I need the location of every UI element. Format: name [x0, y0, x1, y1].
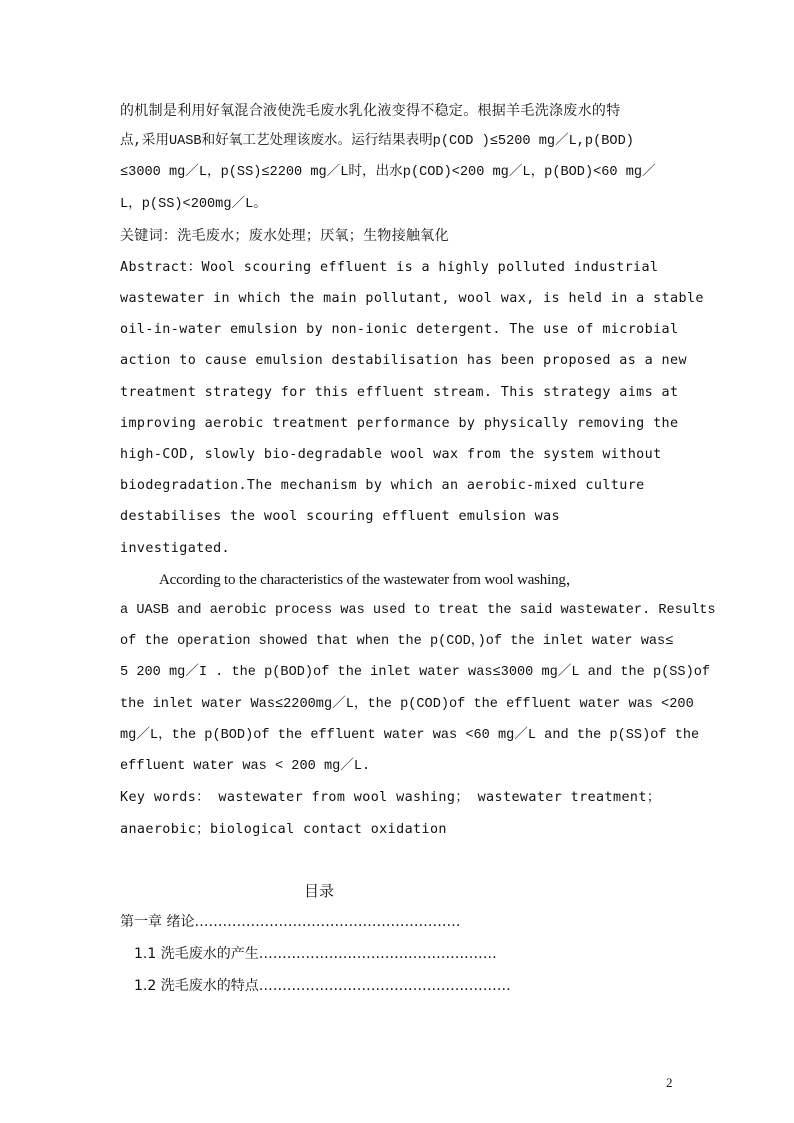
en-abstract-line: oil-in-water emulsion by non-ionic detergent. The use of microbial [120, 322, 679, 337]
toc-title: 目录 [304, 882, 335, 900]
en-para2-line: mg／L，the p(BOD)of the effluent water was <60 mg／L and the p(SS)of the [120, 728, 700, 743]
en-para2-line: 5 200 mg／I . the p(BOD)of the inlet water was≤3000 mg／L and the p(SS)of [120, 665, 711, 680]
en-abstract-line: action to cause emulsion destabilisation has been proposed as a new [120, 353, 687, 368]
en-abstract-line: investigated. [120, 541, 231, 556]
en-keywords-line: anaerobic；biological contact oxidation [120, 822, 447, 837]
en-para2-line: effluent water was < 200 mg／L. [120, 759, 371, 774]
en-abstract-line: wastewater in which the main pollutant, wool wax, is held in a stable [120, 291, 704, 306]
toc-item-chapter-1[interactable]: 第一章 绪论………………………………………………… [120, 914, 461, 930]
en-para2-first-line: According to the characteristics of the wastewater from wool washing， [159, 572, 581, 588]
en-abstract-line: destabilises the wool scouring effluent emulsion was [120, 509, 561, 524]
en-para2-line: the inlet water Was≤2200mg／L，the p(COD)of the effluent water was <200 [120, 697, 694, 712]
toc-item-1-2[interactable]: 1.2 洗毛废水的特点……………………………………………… [134, 978, 511, 994]
en-abstract-line: Abstract：Wool scouring effluent is a highly polluted industrial [120, 260, 659, 275]
en-keywords-line: Key words： wastewater from wool washing； wastewater treatment； [120, 790, 661, 805]
cn-abstract-line: 的机制是利用好氧混合液使洗毛废水乳化液变得不稳定。根据羊毛洗涤废水的特 [120, 103, 621, 119]
en-para2-line: a UASB and aerobic process was used to treat the said wastewater. Results [120, 603, 716, 618]
en-abstract-line: biodegradation.The mechanism by which an aerobic-mixed culture [120, 478, 645, 493]
en-abstract-line: treatment strategy for this effluent stream. This strategy aims at [120, 385, 679, 400]
en-abstract-line: high-COD, slowly bio-degradable wool wax from the system without [120, 447, 662, 462]
page-number: 2 [666, 1075, 673, 1090]
cn-abstract-line: ≤3000 mg／L，p(SS)≤2200 mg／L时，出水p(COD)<200 mg／L，p(BOD)<60 mg／ [120, 165, 656, 180]
en-abstract-line: improving aerobic treatment performance by physically removing the [120, 416, 679, 431]
cn-abstract-line: L，p(SS)<200mg／L。 [120, 197, 267, 212]
en-para2-line: of the operation showed that when the p(COD，)of the inlet water was≤ [120, 634, 674, 649]
cn-keywords: 关键词：洗毛废水；废水处理；厌氧；生物接触氧化 [120, 228, 449, 244]
cn-abstract-line: 点,采用UASB和好氧工艺处理该废水。运行结果表明p(COD )≤5200 mg／L,p(BOD) [120, 134, 634, 149]
toc-item-1-1[interactable]: 1.1 洗毛废水的产生…………………………………………… [134, 946, 497, 962]
